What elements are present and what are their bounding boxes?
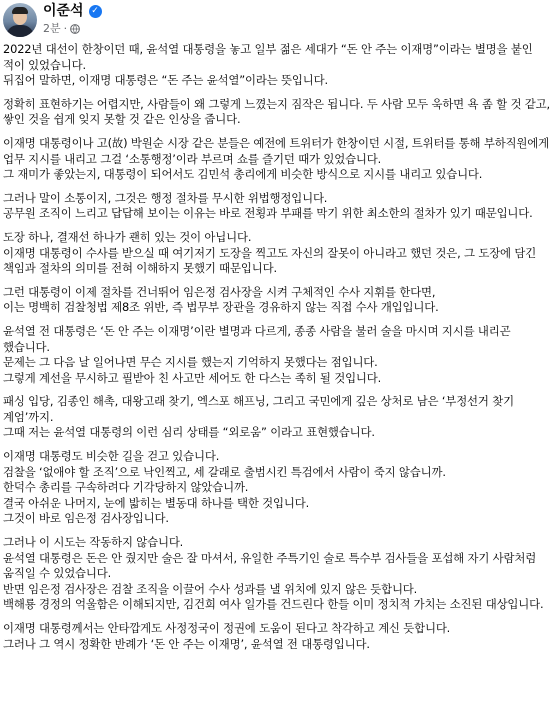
verified-badge-icon: ✓ xyxy=(89,5,102,18)
post-paragraph: 그런 대통령이 이제 절차를 건너뛰어 임은정 검사장을 시켜 구체적인 수사 지휘를 한다면, 이는 명백히 검찰청법 제8조 위반, 즉 법무부 장관을 경유하지 않는 직접 수사 개입입니다. xyxy=(3,284,439,315)
post-paragraph: 정확히 표현하기는 어렵지만, 사람들이 왜 그렇게 느꼈는지 짐작은 됩니다. 두 사람 모두 욱하면 욕 좀 할 것 같고, 쌓인 것을 쉽게 잊지 못할 것 같은 인상을 줍니다. xyxy=(3,96,550,127)
author-row xyxy=(43,2,102,21)
post-paragraph: 그러나 이 시도는 작동하지 않습니다. 윤석열 대통령은 돈은 안 줬지만 술은 잘 마셔서, 유일한 주특기인 술로 특수부 검사들을 포섭해 자기 사람처럼 움직일 수 있었습니다. 반면 임은정 검사장은 검찰 조직을 이끌어 수사 성과를 낼 위치에 있지 않은 듯합니다. 백해룡 경정의 억울함은 이해되지만, 김건희 여사 일가를 건드린다 한들 이미 정치적 가치는 소진된 대상입니다. xyxy=(3,535,544,612)
post-paragraph: 도장 하나, 결재선 하나가 괜히 있는 것이 아닙니다. 이재명 대통령이 수사를 받으실 때 여기저기 도장을 찍고도 자신의 잘못이 아니라고 했던 것은, 그 도장에 담긴 책임과 절차의 의미를 전혀 이해하지 못했기 때문입니다. xyxy=(3,229,537,276)
post-paragraph: 2022년 대선이 한창이던 때, 윤석열 대통령을 놓고 일부 젊은 세대가 “돈 안 주는 이재명”이라는 별명을 붙인 적이 있었습니다. 뒤집어 말하면, 이재명 대통령은 “돈 주는 윤석열”이라는 뜻입니다. xyxy=(3,42,533,88)
post-paragraph: 윤석열 전 대통령은 ‘돈 안 주는 이재명’이란 별명과 다르게, 종종 사람을 불러 술을 마시며 지시를 내리곤 했습니다. 문제는 그 다음 날 일어나면 무슨 지시를 했는지 기억하지 못했다는 점입니다. 그렇게 계선을 무시하고 필받아 친 사고만 세어도 한 다스는 족히 될 것입니다. xyxy=(3,323,511,385)
post-paragraph: 이재명 대통령께서는 안타깝게도 사정정국이 정권에 도움이 된다고 착각하고 계신 듯합니다. 그러나 그 역시 정확한 반례가 ‘돈 안 주는 이재명’, 윤석열 전 대통령입니다. xyxy=(3,621,451,651)
post-paragraph: 패싱 입당, 김종인 해촉, 대왕고래 찾기, 엑스포 해프닝, 그리고 국민에게 깊은 상처로 남은 ‘부정선거 찾기 계엄’까지. 그때 저는 윤석열 대통령의 이런 심리 상태를 “외로움” 이라고 표현했습니다. xyxy=(3,394,514,440)
post-meta xyxy=(43,22,80,36)
post-paragraph: 이재명 대통령도 비슷한 길을 걷고 있습니다. 검찰을 ‘없애야 할 조직’으로 낙인찍고, 세 갈래로 출범시킨 특검에서 사람이 죽지 않습니까. 한덕수 총리를 구속하려다 기각당하지 않았습니까. 결국 아쉬운 나머지, 눈에 밟히는 별동대 하나를 택한 것입니다. 그것이 바로 임은정 검사장입니다. xyxy=(3,449,446,526)
post-paragraph: 이재명 대통령이나 고(故) 박원순 시장 같은 분들은 예전에 트위터가 한창이던 시절, 트위터를 통해 부하직원에게 업무 지시를 내리고 그걸 ‘소통행정’이라 부르며 쇼를 즐기던 때가 있었습니다. 그 재미가 좋았는지, 대통령이 되어서도 김민석 총리에게 비슷한 방식으로 지시를 내리고 있습니다. xyxy=(3,135,549,182)
post-header xyxy=(0,0,550,42)
globe-icon[interactable] xyxy=(70,24,80,34)
post-paragraph: 그러나 말이 소통이지, 그것은 행정 절차를 무시한 위법행정입니다. 공무원 조직이 느리고 답답해 보이는 이유는 바로 전횡과 부패를 막기 위한 최소한의 절차가 있기 때문입니다. xyxy=(3,190,533,221)
post-time[interactable]: 2분 xyxy=(43,22,61,35)
author-name[interactable]: 이준석 xyxy=(43,3,84,19)
author-avatar[interactable] xyxy=(3,3,37,37)
post-body xyxy=(0,42,550,652)
separator-dot: · xyxy=(63,22,68,35)
